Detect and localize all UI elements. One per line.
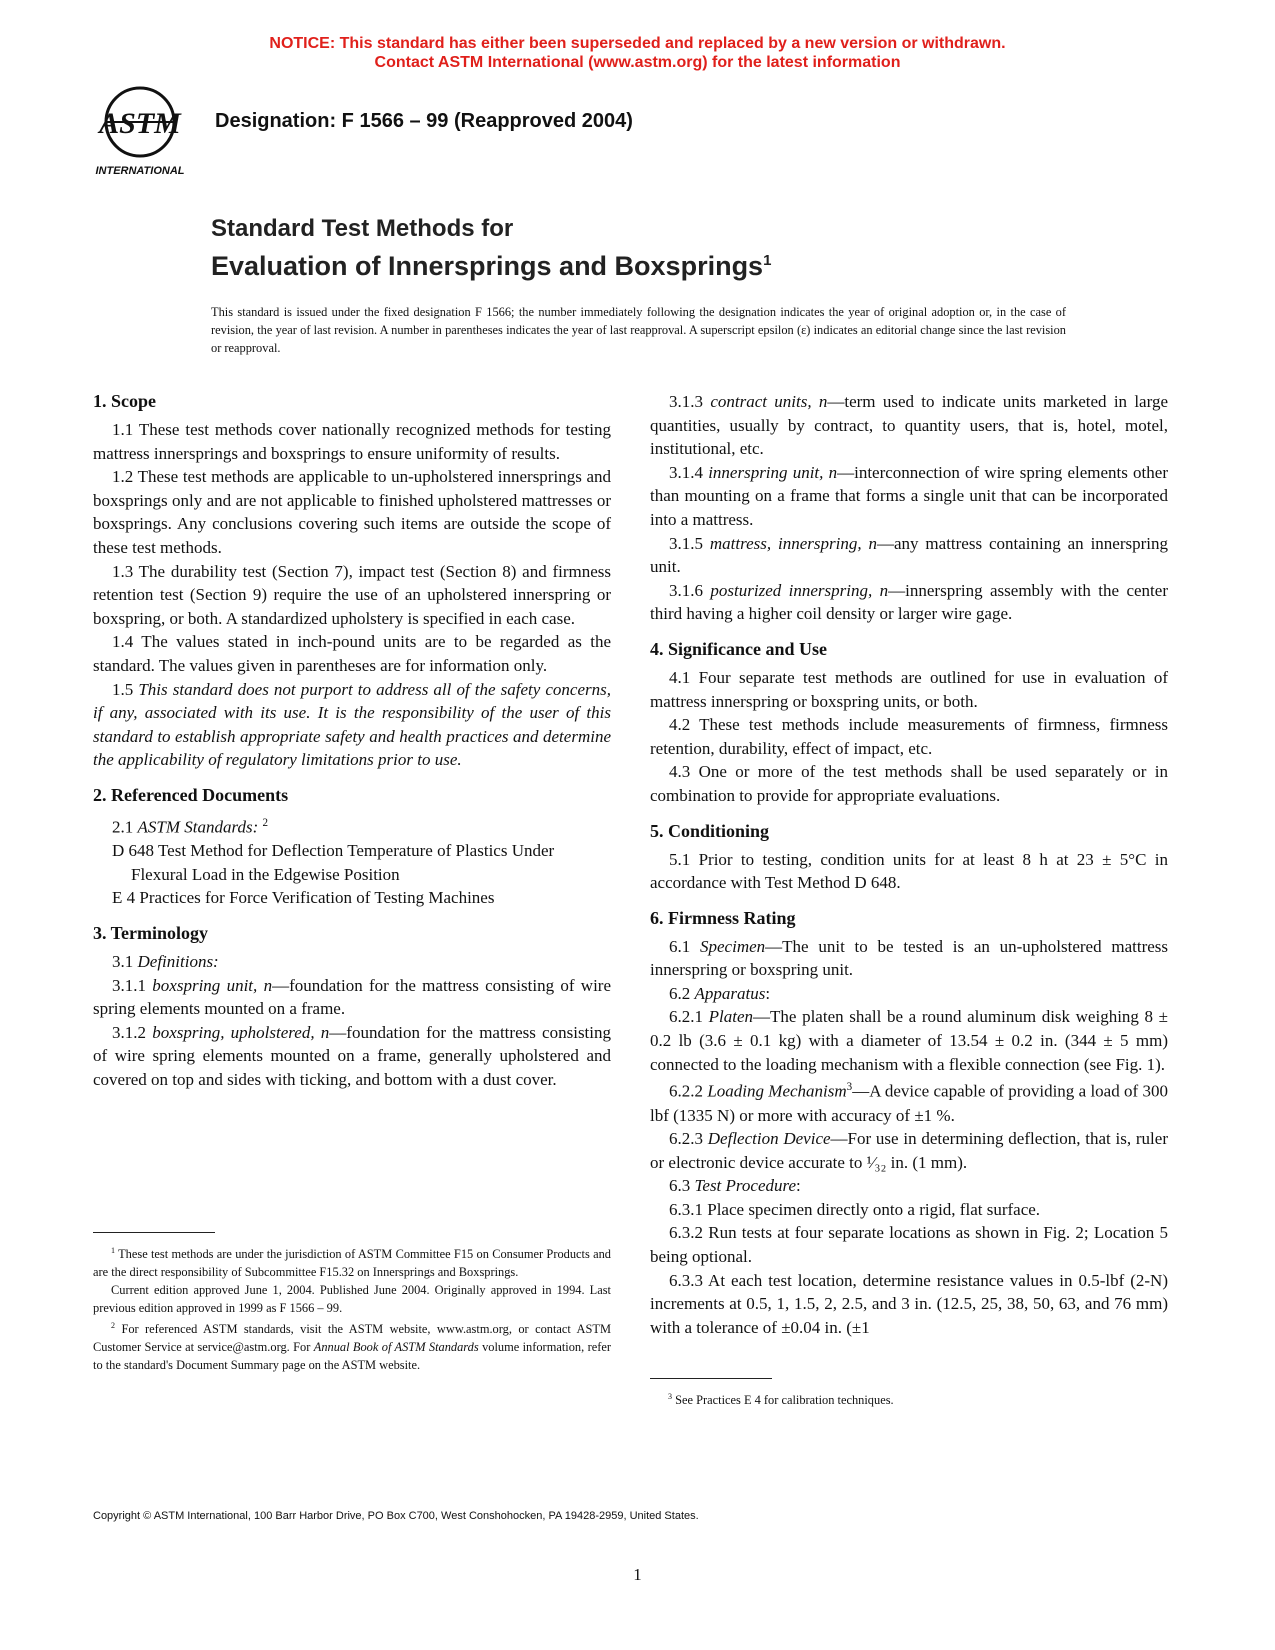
footnote-1b: Current edition approved June 1, 2004. Published June 2004. Originally approved in 1994. Last previous edition approved in 1999 as F 1566 – 99. bbox=[93, 1283, 611, 1316]
right-column bbox=[650, 390, 1168, 1339]
para-1-2: 1.2 These test methods are applicable to un-upholstered innersprings and boxsprings only and are not applicable to finished upholstered mattresses or boxsprings. Any conclusions covering such items are outside the scope of these test methods. bbox=[93, 467, 611, 557]
term-3-1-1: 3.1.1 boxspring unit, n—foundation for the mattress consisting of wire spring elements mounted on a frame. bbox=[93, 975, 612, 1019]
para-6-3: 6.3 Test Procedure: bbox=[669, 1176, 801, 1196]
section-heading-terminology: 3. Terminology bbox=[93, 922, 209, 943]
title-line-1: Standard Test Methods for bbox=[211, 215, 514, 242]
para-1-3: 1.3 The durability test (Section 7), impact test (Section 8) and firmness retention test (Section 9) require the use of an upholstered innerspring or boxspring, or both. A standardized upholstery is specified in each case. bbox=[93, 561, 611, 628]
para-6-3-2: 6.3.2 Run tests at four separate locations as shown in Fig. 2; Location 5 being optional. bbox=[650, 1223, 1168, 1267]
para-4-1: 4.1 Four separate test methods are outlined for use in evaluation of mattress innerspring or boxspring units, or both. bbox=[650, 667, 1168, 711]
logo-subtext: INTERNATIONAL bbox=[95, 165, 185, 177]
footnote-rule-left bbox=[93, 1232, 215, 1233]
para-2-1: 2.1 ASTM Standards: $^2$ bbox=[112, 816, 269, 837]
para-1-5: 1.5 This standard does not purport to address all of the safety concerns, if any, associated with its use. It is the responsibility of the user of this standard to establish appropriate safety and health practices and determine the applicability of regulatory limitations prior to use. bbox=[93, 679, 611, 770]
para-6-2: 6.2 Apparatus: bbox=[669, 983, 771, 1003]
logo-letters: ASTM bbox=[99, 107, 181, 140]
para-1-1: 1.1 These test methods cover nationally recognized methods for testing mattress innersprings and boxsprings to ensure uniformity of results. bbox=[93, 420, 611, 463]
term-3-1-3: 3.1.3 contract units, n—term used to indicate units marketed in large quantities, usually by contract, to quantity users, that is, hotel, motel, institutional, etc. bbox=[650, 392, 1169, 459]
para-6-2-3: 6.2.3 Deflection Device—For use in determining deflection, that is, ruler or electronic device accurate to ¹⁄₃₂ in. (1 mm). bbox=[650, 1129, 1168, 1172]
designation: Designation: F 1566 – 99 (Reapproved 2004) bbox=[215, 110, 633, 132]
term-3-1-4: 3.1.4 innerspring unit, n—interconnection of wire spring elements other than mounting on a frame that forms a single unit that can be incorporated into a mattress. bbox=[650, 462, 1168, 529]
para-4-2: 4.2 These test methods include measurements of firmness, firmness retention, durability, effect of impact, etc. bbox=[650, 715, 1168, 758]
section-heading-significance: 4. Significance and Use bbox=[650, 638, 828, 659]
para-6-3-1: 6.3.1 Place specimen directly onto a rigid, flat surface. bbox=[669, 1199, 1041, 1219]
term-3-1-5: 3.1.5 mattress, innerspring, n—any mattress containing an innerspring unit. bbox=[650, 533, 1168, 577]
footnotes-left bbox=[93, 1242, 611, 1374]
footnote-3: $^3$ See Practices E 4 for calibration techniques. bbox=[668, 1392, 894, 1408]
para-3-1: 3.1 Definitions: bbox=[112, 951, 219, 971]
section-heading-refdocs: 2. Referenced Documents bbox=[93, 784, 289, 805]
term-3-1-6: 3.1.6 posturized innerspring, n—innerspring assembly with the center third having a higher coil density or larger wire gage. bbox=[650, 580, 1168, 624]
footnote-rule-right bbox=[650, 1378, 772, 1379]
ref-d648: D 648 Test Method for Deflection Temperature of Plastics Under Flexural Load in the Edgewise Position bbox=[112, 841, 555, 884]
section-heading-firmness: 6. Firmness Rating bbox=[650, 907, 796, 928]
issue-note: This standard is issued under the fixed designation F 1566; the number immediately following the designation indicates the year of original adoption or, in the case of revision, the year of last revision. A number in parentheses indicates the year of last reapproval. A superscript epsilon (ε) indicates an editorial change since the last revision or reapproval. bbox=[211, 305, 1066, 355]
para-1-4: 1.4 The values stated in inch-pound units are to be regarded as the standard. The values given in parentheses are for information only. bbox=[93, 632, 611, 675]
footnote-2: $^2$ For referenced ASTM standards, visit the ASTM website, www.astm.org, or contact ASTM Customer Service at service@astm.org. For Annual Book of ASTM Standards volume information, refer to the standard's Document Summary page on the ASTM website. bbox=[93, 1321, 611, 1373]
title-line-2: Evaluation of Innersprings and Boxsprings bbox=[211, 251, 764, 281]
section-heading-conditioning: 5. Conditioning bbox=[650, 820, 770, 841]
para-6-1: 6.1 Specimen—The unit to be tested is an un-upholstered mattress innerspring or boxspring unit. bbox=[650, 936, 1169, 980]
section-heading-scope: 1. Scope bbox=[93, 391, 156, 411]
supersede-notice bbox=[0, 34, 1275, 72]
para-4-3: 4.3 One or more of the test methods shall be used separately or in combination to provide for appropriate evaluations. bbox=[650, 762, 1168, 805]
footnote-1a: $^1$ These test methods are under the jurisdiction of ASTM Committee F15 on Consumer Products and are the direct responsibility of Subcommittee F15.32 on Innersprings and Boxsprings. bbox=[93, 1246, 611, 1280]
para-6-3-3: 6.3.3 At each test location, determine resistance values in 0.5-lbf (2-N) increments at 0.5, 1, 1.5, 2, 2.5, and 3 in. (12.5, 25, 38, 50, 63, and 76 mm) with a tolerance of ±0.04 in. (±1 bbox=[650, 1270, 1168, 1337]
ref-e4: E 4 Practices for Force Verification of Testing Machines bbox=[112, 888, 495, 908]
term-3-1-2: 3.1.2 boxspring, upholstered, n—foundation for the mattress consisting of wire spring elements mounted on a frame, generally upholstered and covered on top and sides with ticking, and bottom with a dust cover. bbox=[93, 1022, 612, 1089]
notice-line-1: NOTICE: This standard has either been superseded and replaced by a new version or withdrawn. bbox=[269, 35, 1006, 52]
para-5-1: 5.1 Prior to testing, condition units for at least 8 h at 23 ± 5°C in accordance with Test Method D 648. bbox=[650, 849, 1168, 893]
para-6-2-2: 6.2.2 Loading Mechanism$^3$—A device capable of providing a load of 300 lbf (1335 N) or more with accuracy of ±1 %. bbox=[650, 1081, 1168, 1125]
astm-logo bbox=[92, 82, 202, 182]
left-column bbox=[93, 390, 611, 1092]
notice-line-2: Contact ASTM International (www.astm.org) for the latest information bbox=[374, 54, 901, 71]
para-6-2-1: 6.2.1 Platen—The platen shall be a round aluminum disk weighing 8 ± 0.2 lb (3.6 ± 0.1 kg) with a diameter of 13.54 ± 0.2 in. (344 ± 5 mm) connected to the loading mechanism with a flexible connection (see Fig. 1). bbox=[650, 1007, 1169, 1074]
footnotes-right bbox=[650, 1388, 1168, 1409]
document-title bbox=[211, 214, 771, 283]
copyright: Copyright © ASTM International, 100 Barr Harbor Drive, PO Box C700, West Conshohocken, PA 19428-2959, United States. bbox=[93, 1510, 699, 1522]
page-number: 1 bbox=[633, 1565, 642, 1584]
title-footnote-mark: 1 bbox=[763, 252, 772, 269]
